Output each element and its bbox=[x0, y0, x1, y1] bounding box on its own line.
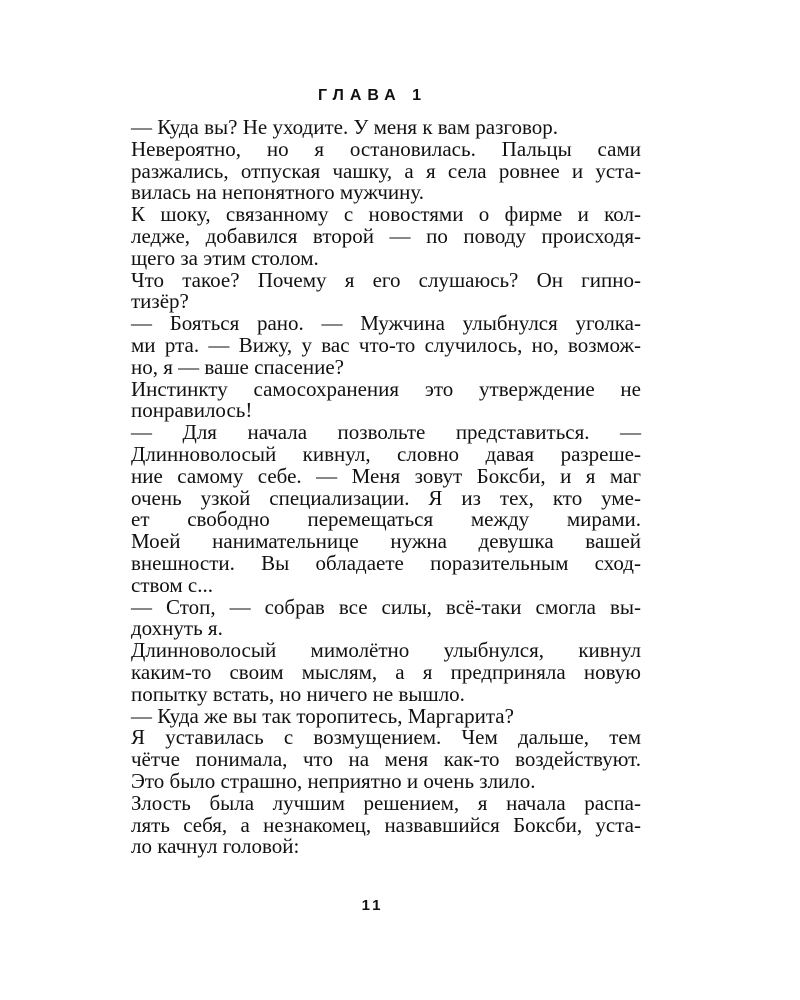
paragraph bbox=[103, 267, 641, 314]
text-line: ством с... bbox=[131, 572, 213, 597]
text-line: вилась на непонятного мужчину. bbox=[131, 180, 425, 205]
text-line: ми рта. — Вижу, у вас что-то случилось, но, возмож- bbox=[131, 332, 641, 357]
chapter-title: ГЛАВА 1 bbox=[317, 87, 428, 104]
text-line: щего за этим столом. bbox=[131, 245, 319, 270]
text-line: Что такое? Почему я его слушаюсь? Он гипно- bbox=[131, 267, 641, 292]
text-line: — Стоп, — собрав все силы, всё-таки смогла вы- bbox=[131, 594, 641, 619]
paragraph bbox=[103, 790, 641, 859]
text-line: Инстинкту самосохранения это утверждение не bbox=[131, 376, 641, 401]
text-line: Я уставилась с возмущением. Чем дальше, тем bbox=[131, 725, 641, 750]
paragraph bbox=[103, 376, 641, 423]
page-number: 11 bbox=[361, 897, 384, 914]
text-line: дохнуть я. bbox=[131, 616, 223, 641]
text-line: К шоку, связанному с новостями о фирме и кол- bbox=[131, 202, 641, 227]
text-line: Длинноволосый мимолётно улыбнулся, кивнул bbox=[131, 638, 641, 663]
paragraph bbox=[103, 136, 641, 205]
paragraph bbox=[103, 204, 641, 269]
text-line: внешности. Вы обладаете поразительным сход- bbox=[131, 550, 641, 575]
text-line: Невероятно, но я остановилась. Пальцы сами bbox=[131, 136, 641, 161]
paragraph bbox=[103, 703, 641, 728]
text-line: очень узкой специализации. Я из тех, кто уме- bbox=[131, 485, 641, 510]
paragraph bbox=[103, 313, 641, 378]
text-line: каким-то своим мыслям, а я предприняла новую bbox=[131, 659, 641, 684]
text-line: ние самому себе. — Меня зовут Боксби, и я маг bbox=[131, 463, 641, 488]
text-line: чётче понимала, что на меня как-то воздействуют. bbox=[131, 747, 641, 772]
text-line: — Куда вы? Не уходите. У меня к вам разговор. bbox=[131, 115, 559, 139]
text-line: — Куда же вы так торопитесь, Маргарита? bbox=[131, 703, 514, 728]
text-line: Злость была лучшим решением, я начала распа- bbox=[131, 790, 641, 815]
text-line: — Для начала позвольте представиться. — bbox=[131, 420, 641, 445]
text-line: разжались, отпуская чашку, а я села ровнее и уста- bbox=[131, 158, 641, 183]
text-line: ледже, добавился второй — по поводу происходя- bbox=[131, 223, 641, 248]
paragraph bbox=[103, 640, 641, 705]
text-line: лять себя, а незнакомец, назвавшийся Боксби, уста- bbox=[131, 812, 641, 837]
paragraph bbox=[103, 727, 641, 792]
text-line: попытку встать, но ничего не вышло. bbox=[131, 681, 465, 706]
text-line: тизёр? bbox=[131, 289, 189, 314]
text-line: ет свободно перемещаться между мирами. bbox=[131, 507, 641, 532]
text-line: Длинноволосый кивнул, словно давая разреше- bbox=[131, 441, 641, 466]
text-line: — Бояться рано. — Мужчина улыбнулся уголка- bbox=[131, 311, 641, 336]
paragraph bbox=[103, 117, 641, 139]
text-line: но, я — ваше спасение? bbox=[131, 354, 344, 379]
text-line: Моей нанимательнице нужна девушка вашей bbox=[131, 529, 641, 554]
paragraph bbox=[103, 422, 641, 596]
text-line: понравилось! bbox=[131, 398, 253, 423]
paragraph bbox=[103, 594, 641, 641]
text-line: ло качнул головой: bbox=[131, 834, 300, 859]
text-line: Это было страшно, неприятно и очень злило. bbox=[131, 768, 536, 793]
body-text bbox=[103, 117, 641, 858]
